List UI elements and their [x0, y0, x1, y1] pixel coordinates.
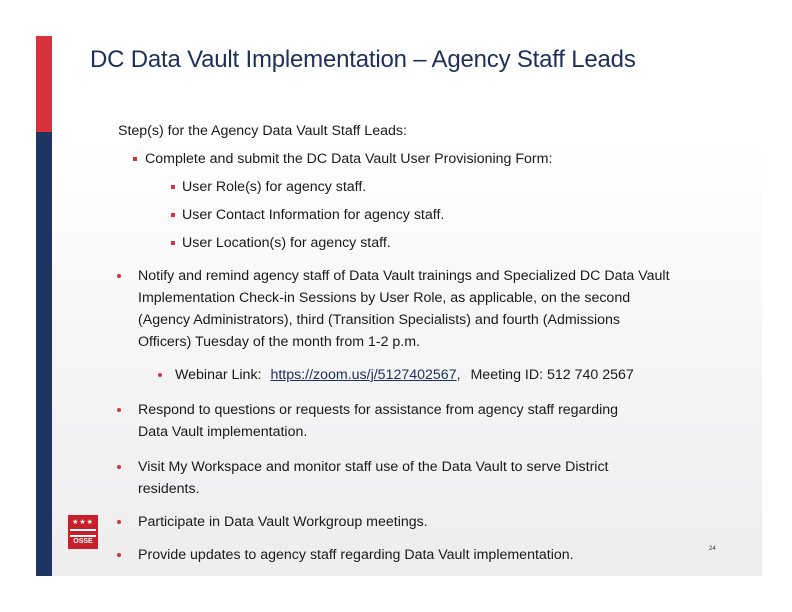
- step2-line4: Officers) Tuesday of the month from 1-2 p.m.: [138, 334, 421, 350]
- accent-bar-red: [36, 36, 52, 132]
- step2-line3: (Agency Administrators), third (Transition Specialists) and fourth (Admissions: [138, 312, 621, 328]
- bullet-dot: [117, 553, 121, 557]
- sub-item: User Location(s) for agency staff.: [182, 235, 391, 251]
- sub-item: User Contact Information for agency staff.: [182, 207, 445, 223]
- bullet-square: [171, 213, 175, 217]
- bullet-dot: [117, 465, 121, 469]
- bullet-square: [133, 157, 137, 161]
- step2-line2: Implementation Check-in Sessions by User Role, as applicable, on the second: [138, 290, 631, 306]
- step4-line2: residents.: [138, 481, 200, 497]
- bullet-dot: [117, 274, 121, 278]
- step3-line1: Respond to questions or requests for assistance from agency staff regarding: [138, 402, 619, 418]
- logo-stars: ★★★: [70, 517, 96, 529]
- bullet-dot: [117, 520, 121, 524]
- osse-logo: [68, 515, 98, 549]
- step1-text: Complete and submit the DC Data Vault User Provisioning Form:: [145, 151, 553, 167]
- step5-text: Participate in Data Vault Workgroup meetings.: [138, 514, 428, 530]
- page-number: 24: [709, 546, 716, 552]
- webinar-line: [175, 364, 634, 386]
- step2-line1: Notify and remind agency staff of Data Vault trainings and Specialized DC Data Vault: [138, 268, 670, 284]
- step6-text: Provide updates to agency staff regarding Data Vault implementation.: [138, 547, 574, 563]
- accent-bar-navy: [36, 132, 52, 576]
- step3-line2: Data Vault implementation.: [138, 424, 308, 440]
- sub-item: User Role(s) for agency staff.: [182, 179, 367, 195]
- bullet-dot: [117, 408, 121, 412]
- logo-band: [70, 531, 96, 535]
- slide-title: DC Data Vault Implementation – Agency Staff Leads: [90, 46, 636, 73]
- step4-line1: Visit My Workspace and monitor staff use of the Data Vault to serve District: [138, 459, 609, 475]
- meeting-id: Meeting ID: 512 740 2567: [470, 367, 634, 383]
- subheading: Step(s) for the Agency Data Vault Staff Leads:: [118, 123, 407, 139]
- bullet-square: [171, 241, 175, 245]
- bullet-square: [171, 185, 175, 189]
- webinar-link[interactable]: https://zoom.us/j/5127402567,: [270, 367, 461, 383]
- bullet-dot: [158, 373, 162, 377]
- logo-text: OSSE: [70, 537, 96, 547]
- webinar-label: Webinar Link:: [175, 367, 262, 383]
